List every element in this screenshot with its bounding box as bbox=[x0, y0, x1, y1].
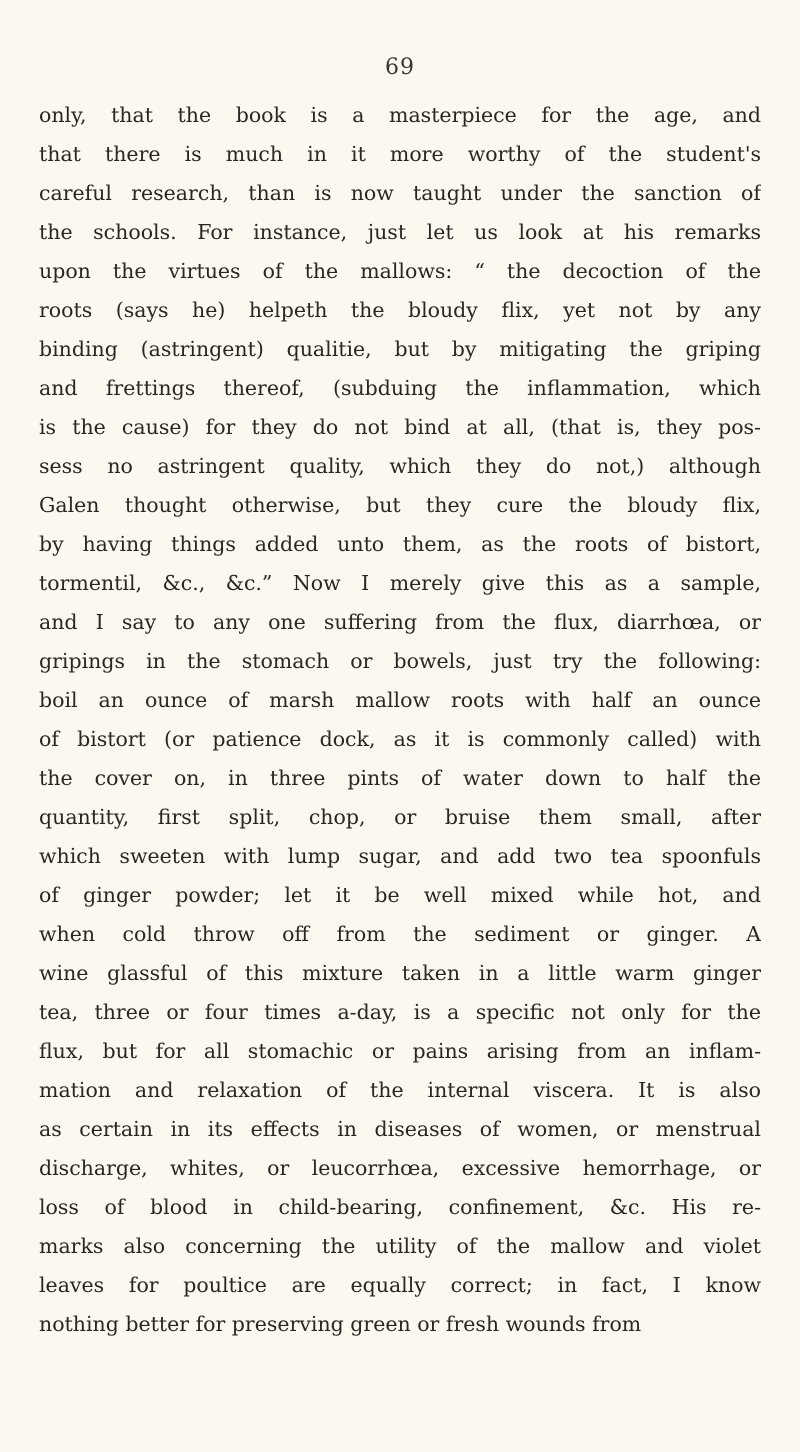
text-line: sess no astringent quality, which they do not,) although bbox=[39, 454, 761, 478]
text-line: careful research, than is now taught under the sanction of bbox=[39, 181, 761, 205]
text-line: tormentil, &c., &c.” Now I merely give this as a sample, bbox=[39, 571, 761, 595]
text-line: marks also concerning the utility of the mallow and violet bbox=[39, 1234, 761, 1258]
text-line: as certain in its effects in diseases of women, or menstrual bbox=[39, 1117, 761, 1141]
text-line: boil an ounce of marsh mallow roots with half an ounce bbox=[39, 688, 761, 712]
body-text bbox=[39, 96, 761, 1344]
text-line: which sweeten with lump sugar, and add two tea spoonfuls bbox=[39, 844, 761, 868]
text-line: quantity, first split, chop, or bruise them small, after bbox=[39, 805, 761, 829]
text-line: only, that the book is a masterpiece for the age, and bbox=[39, 103, 761, 127]
text-line: and frettings thereof, (subduing the inflammation, which bbox=[39, 376, 761, 400]
text-line: discharge, whites, or leucorrhœa, excessive hemorrhage, or bbox=[39, 1156, 761, 1180]
text-line: upon the virtues of the mallows: “ the decoction of the bbox=[39, 259, 761, 283]
text-line: roots (says he) helpeth the bloudy flix, yet not by any bbox=[39, 298, 761, 322]
text-line: the schools. For instance, just let us look at his remarks bbox=[39, 220, 761, 244]
text-line: of bistort (or patience dock, as it is commonly called) with bbox=[39, 727, 761, 751]
text-line: loss of blood in child-bearing, confinement, &c. His re- bbox=[39, 1195, 761, 1219]
text-line: flux, but for all stomachic or pains arising from an inflam- bbox=[39, 1039, 761, 1063]
text-line: by having things added unto them, as the roots of bistort, bbox=[39, 532, 761, 556]
text-line: nothing better for preserving green or fresh wounds from bbox=[39, 1312, 642, 1336]
text-line: wine glassful of this mixture taken in a little warm ginger bbox=[39, 961, 761, 985]
text-line: when cold throw off from the sediment or ginger. A bbox=[39, 922, 761, 946]
text-line: gripings in the stomach or bowels, just try the following: bbox=[39, 649, 761, 673]
text-line: binding (astringent) qualitie, but by mitigating the griping bbox=[39, 337, 761, 361]
text-line: the cover on, in three pints of water down to half the bbox=[39, 766, 761, 790]
page-number: 69 bbox=[385, 55, 415, 80]
text-line: that there is much in it more worthy of the student's bbox=[39, 142, 761, 166]
text-line: mation and relaxation of the internal viscera. It is also bbox=[39, 1078, 761, 1102]
text-line: is the cause) for they do not bind at all, (that is, they pos- bbox=[39, 415, 761, 439]
text-line: of ginger powder; let it be well mixed while hot, and bbox=[39, 883, 761, 907]
text-line: leaves for poultice are equally correct; in fact, I know bbox=[39, 1273, 761, 1297]
text-line: tea, three or four times a-day, is a specific not only for the bbox=[39, 1000, 761, 1024]
text-line: and I say to any one suffering from the flux, diarrhœa, or bbox=[39, 610, 761, 634]
text-line: Galen thought otherwise, but they cure the bloudy flix, bbox=[39, 493, 761, 517]
